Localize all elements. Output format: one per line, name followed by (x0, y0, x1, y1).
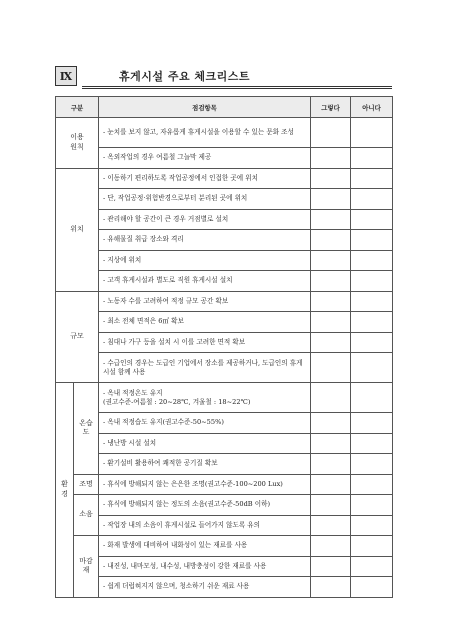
yes-cell[interactable] (311, 454, 351, 475)
no-cell[interactable] (351, 454, 393, 475)
no-cell[interactable] (351, 168, 393, 189)
check-item: - 수급인의 경우는 도급인 기업에서 장소를 제공하거나, 도급인의 휴게시설 함께 사용 (99, 353, 311, 383)
check-item: - 지상에 위치 (99, 250, 311, 271)
no-cell[interactable] (351, 230, 393, 251)
yes-cell[interactable] (311, 515, 351, 536)
yes-cell[interactable] (311, 209, 351, 230)
table-row (56, 209, 393, 230)
table-row (56, 230, 393, 251)
table-row (56, 271, 393, 292)
yes-cell[interactable] (311, 332, 351, 353)
yes-cell[interactable] (311, 383, 351, 413)
subcategory-noise: 소음 (74, 495, 99, 536)
yes-cell[interactable] (311, 433, 351, 454)
check-item: - 노동자 수를 고려하여 적정 규모 공간 확보 (99, 291, 311, 312)
section-title: 휴게시설 주요 체크리스트 (119, 70, 251, 83)
no-cell[interactable] (351, 474, 393, 495)
no-cell[interactable] (351, 332, 393, 353)
no-cell[interactable] (351, 556, 393, 577)
check-item: - 관리해야 할 공간이 큰 경우 거점별로 설치 (99, 209, 311, 230)
check-item: - 휴식에 방해되지 않는 은은한 조명(권고수준-100~200 Lux) (99, 474, 311, 495)
check-item: - 옥외작업의 경우 여름철 그늘막 제공 (99, 148, 311, 169)
header-no: 아니다 (351, 97, 393, 118)
yes-cell[interactable] (311, 312, 351, 333)
no-cell[interactable] (351, 515, 393, 536)
no-cell[interactable] (351, 577, 393, 598)
check-item: - 침대나 가구 등을 설치 시 이를 고려한 면적 확보 (99, 332, 311, 353)
table-row (56, 577, 393, 598)
check-item: - 휴식에 방해되지 않는 정도의 소음(권고수준-50dB 이하) (99, 495, 311, 516)
yes-cell[interactable] (311, 230, 351, 251)
category-location: 위치 (56, 168, 99, 291)
yes-cell[interactable] (311, 556, 351, 577)
no-cell[interactable] (351, 148, 393, 169)
yes-cell[interactable] (311, 168, 351, 189)
check-item: - 최소 전체 면적은 6㎡ 확보 (99, 312, 311, 333)
checklist-table (55, 96, 393, 598)
yes-cell[interactable] (311, 413, 351, 434)
no-cell[interactable] (351, 433, 393, 454)
check-item: - 유해물질 취급 장소와 격리 (99, 230, 311, 251)
no-cell[interactable] (351, 312, 393, 333)
subcategory-finish: 마감 재 (74, 536, 99, 598)
category-environment: 환 경 (56, 383, 74, 598)
check-item: - 눈치를 보지 않고, 자유롭게 휴게시설을 이용할 수 있는 문화 조성 (99, 118, 311, 148)
table-row (56, 148, 393, 169)
no-cell[interactable] (351, 536, 393, 557)
table-row (56, 515, 393, 536)
no-cell[interactable] (351, 209, 393, 230)
no-cell[interactable] (351, 189, 393, 210)
check-item: - 화재 발생에 대비하여 내화성이 있는 재료를 사용 (99, 536, 311, 557)
check-item: - 옥내 적정온도 유지 (권고수준-여름철 : 20~28℃, 겨울철 : 18~22℃) (99, 383, 311, 413)
no-cell[interactable] (351, 353, 393, 383)
table-row (56, 474, 393, 495)
category-access: 이용 원칙 (56, 118, 99, 169)
table-row (56, 353, 393, 383)
no-cell[interactable] (351, 118, 393, 148)
table-row (56, 291, 393, 312)
table-header-row (56, 97, 393, 118)
header-category: 구분 (56, 97, 99, 118)
table-row (56, 168, 393, 189)
category-scale: 규모 (56, 291, 99, 383)
table-row (56, 433, 393, 454)
check-item: - 냉난방 시설 설치 (99, 433, 311, 454)
subcategory-lighting: 조명 (74, 474, 99, 495)
yes-cell[interactable] (311, 536, 351, 557)
no-cell[interactable] (351, 250, 393, 271)
yes-cell[interactable] (311, 250, 351, 271)
table-row (56, 332, 393, 353)
check-item: - 작업장 내의 소음이 휴게시설로 들어가지 않도록 유의 (99, 515, 311, 536)
table-row (56, 454, 393, 475)
subcategory-thermal: 온습 도 (74, 383, 99, 475)
table-row (56, 118, 393, 148)
check-item: - 쉽게 더럽혀지지 않으며, 청소하기 쉬운 재료 사용 (99, 577, 311, 598)
section-number: Ⅸ (55, 66, 77, 86)
header-yes: 그렇다 (311, 97, 351, 118)
table-row (56, 536, 393, 557)
table-row (56, 250, 393, 271)
no-cell[interactable] (351, 413, 393, 434)
check-item: - 환기설비 활용하여 쾌적한 공기질 확보 (99, 454, 311, 475)
yes-cell[interactable] (311, 148, 351, 169)
yes-cell[interactable] (311, 474, 351, 495)
no-cell[interactable] (351, 495, 393, 516)
yes-cell[interactable] (311, 353, 351, 383)
table-row (56, 383, 393, 413)
no-cell[interactable] (351, 383, 393, 413)
check-item: - 옥내 적정습도 유지(권고수준-50~55%) (99, 413, 311, 434)
yes-cell[interactable] (311, 271, 351, 292)
yes-cell[interactable] (311, 291, 351, 312)
yes-cell[interactable] (311, 577, 351, 598)
section-header (55, 66, 392, 88)
table-row (56, 312, 393, 333)
table-row (56, 495, 393, 516)
check-item: - 내진성, 내마모성, 내수성, 내방충성이 강한 재료를 사용 (99, 556, 311, 577)
yes-cell[interactable] (311, 118, 351, 148)
table-row (56, 556, 393, 577)
header-items: 점검항목 (99, 97, 311, 118)
check-item: - 단, 작업공정·위험반경으로부터 분리된 곳에 위치 (99, 189, 311, 210)
table-row (56, 189, 393, 210)
no-cell[interactable] (351, 271, 393, 292)
section-title-bar (82, 66, 392, 89)
check-item: - 고객 휴게시설과 별도로 직원 휴게시설 설치 (99, 271, 311, 292)
yes-cell[interactable] (311, 189, 351, 210)
check-item: - 이동하기 편리하도록 작업공정에서 인접한 곳에 위치 (99, 168, 311, 189)
table-row (56, 413, 393, 434)
yes-cell[interactable] (311, 495, 351, 516)
no-cell[interactable] (351, 291, 393, 312)
